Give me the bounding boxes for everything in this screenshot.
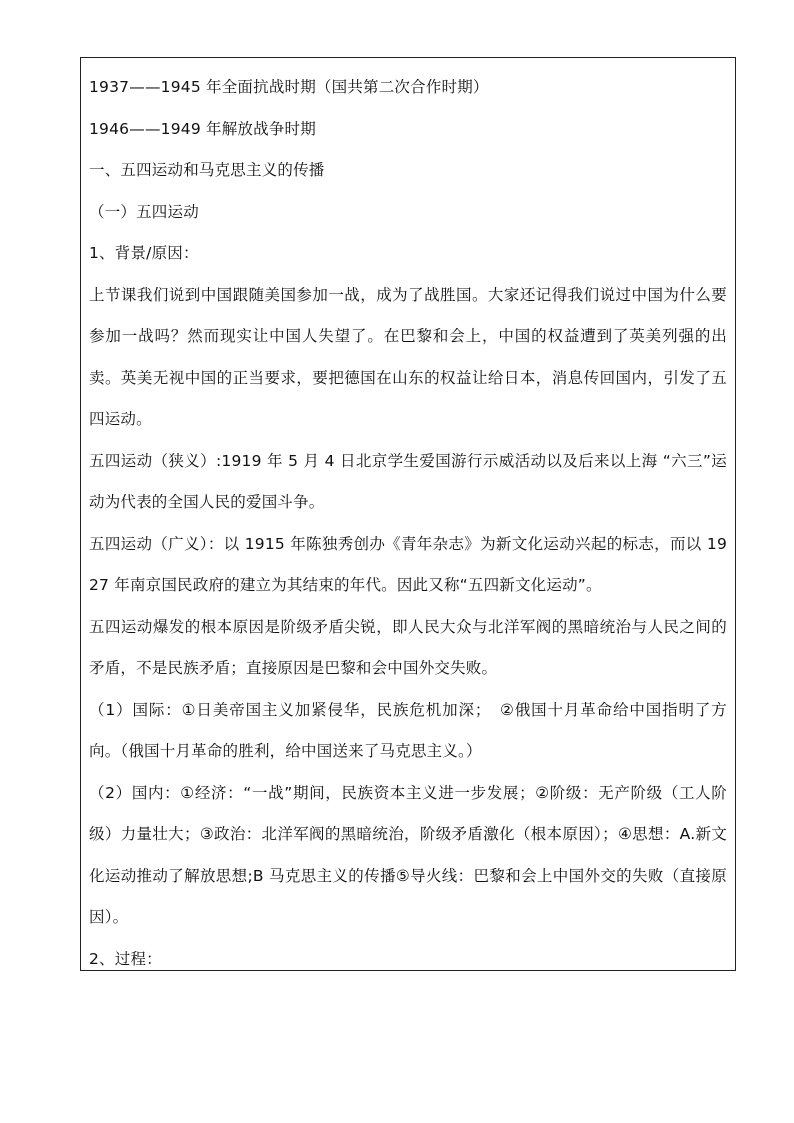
- paragraph-international-factors: （1）国际：①日美帝国主义加紧侵华，民族危机加深； ②俄国十月革命给中国指明了方向。（俄国十月革命的胜利，给中国送来了马克思主义。）: [89, 700, 727, 760]
- heading-background-causes: 1、背景/原因：: [89, 244, 199, 262]
- paragraph-period-1946-1949: 1946——1949 年解放战争时期: [89, 119, 316, 138]
- section-heading-may-fourth: 一、五四运动和马克思主义的传播: [89, 161, 325, 179]
- paragraph-broad-definition: 五四运动（广义）：以 1915 年陈独秀创办《青年杂志》为新文化运动兴起的标志，而以 1927 年南京国民政府的建立为其结束的年代。因此又称“五四新文化运动”。: [89, 534, 727, 594]
- paragraph-narrow-definition: 五四运动（狭义）:1919 年 5 月 4 日北京学生爱国游行示威活动以及后来以上海 “六三”运动为代表的全国人民的爱国斗争。: [89, 451, 727, 511]
- paragraph-root-cause: 五四运动爆发的根本原因是阶级矛盾尖锐，即人民大众与北洋军阀的黑暗统治与人民之间的矛盾，不是民族矛盾；直接原因是巴黎和会中国外交失败。: [89, 617, 727, 677]
- subsection-heading-may-fourth: （一）五四运动: [89, 202, 199, 221]
- paragraph-domestic-factors: （2）国内：①经济：“一战”期间，民族资本主义进一步发展；②阶级：无产阶级（工人阶级）力量壮大；③政治：北洋军阀的黑暗统治，阶级矛盾激化（根本原因）；④思想：A.新文化运动推动了解放思想;B 马克思主义的传播⑤导火线：巴黎和会上中国外交的失败（直接原因）。: [89, 783, 727, 926]
- heading-process: 2、过程：: [89, 949, 162, 968]
- document-table-cell: [80, 57, 736, 971]
- paragraph-paris-conference: 上节课我们说到中国跟随美国参加一战，成为了战胜国。大家还记得我们说过中国为什么要参加一战吗？然而现实让中国人失望了。在巴黎和会上，中国的权益遭到了英美列强的出卖。英美无视中国的正当要求，要把德国在山东的权益让给日本，消息传回国内，引发了五四运动。: [89, 285, 727, 428]
- paragraph-period-1937-1945: 1937——1945 年全面抗战时期（国共第二次合作时期）: [89, 78, 489, 96]
